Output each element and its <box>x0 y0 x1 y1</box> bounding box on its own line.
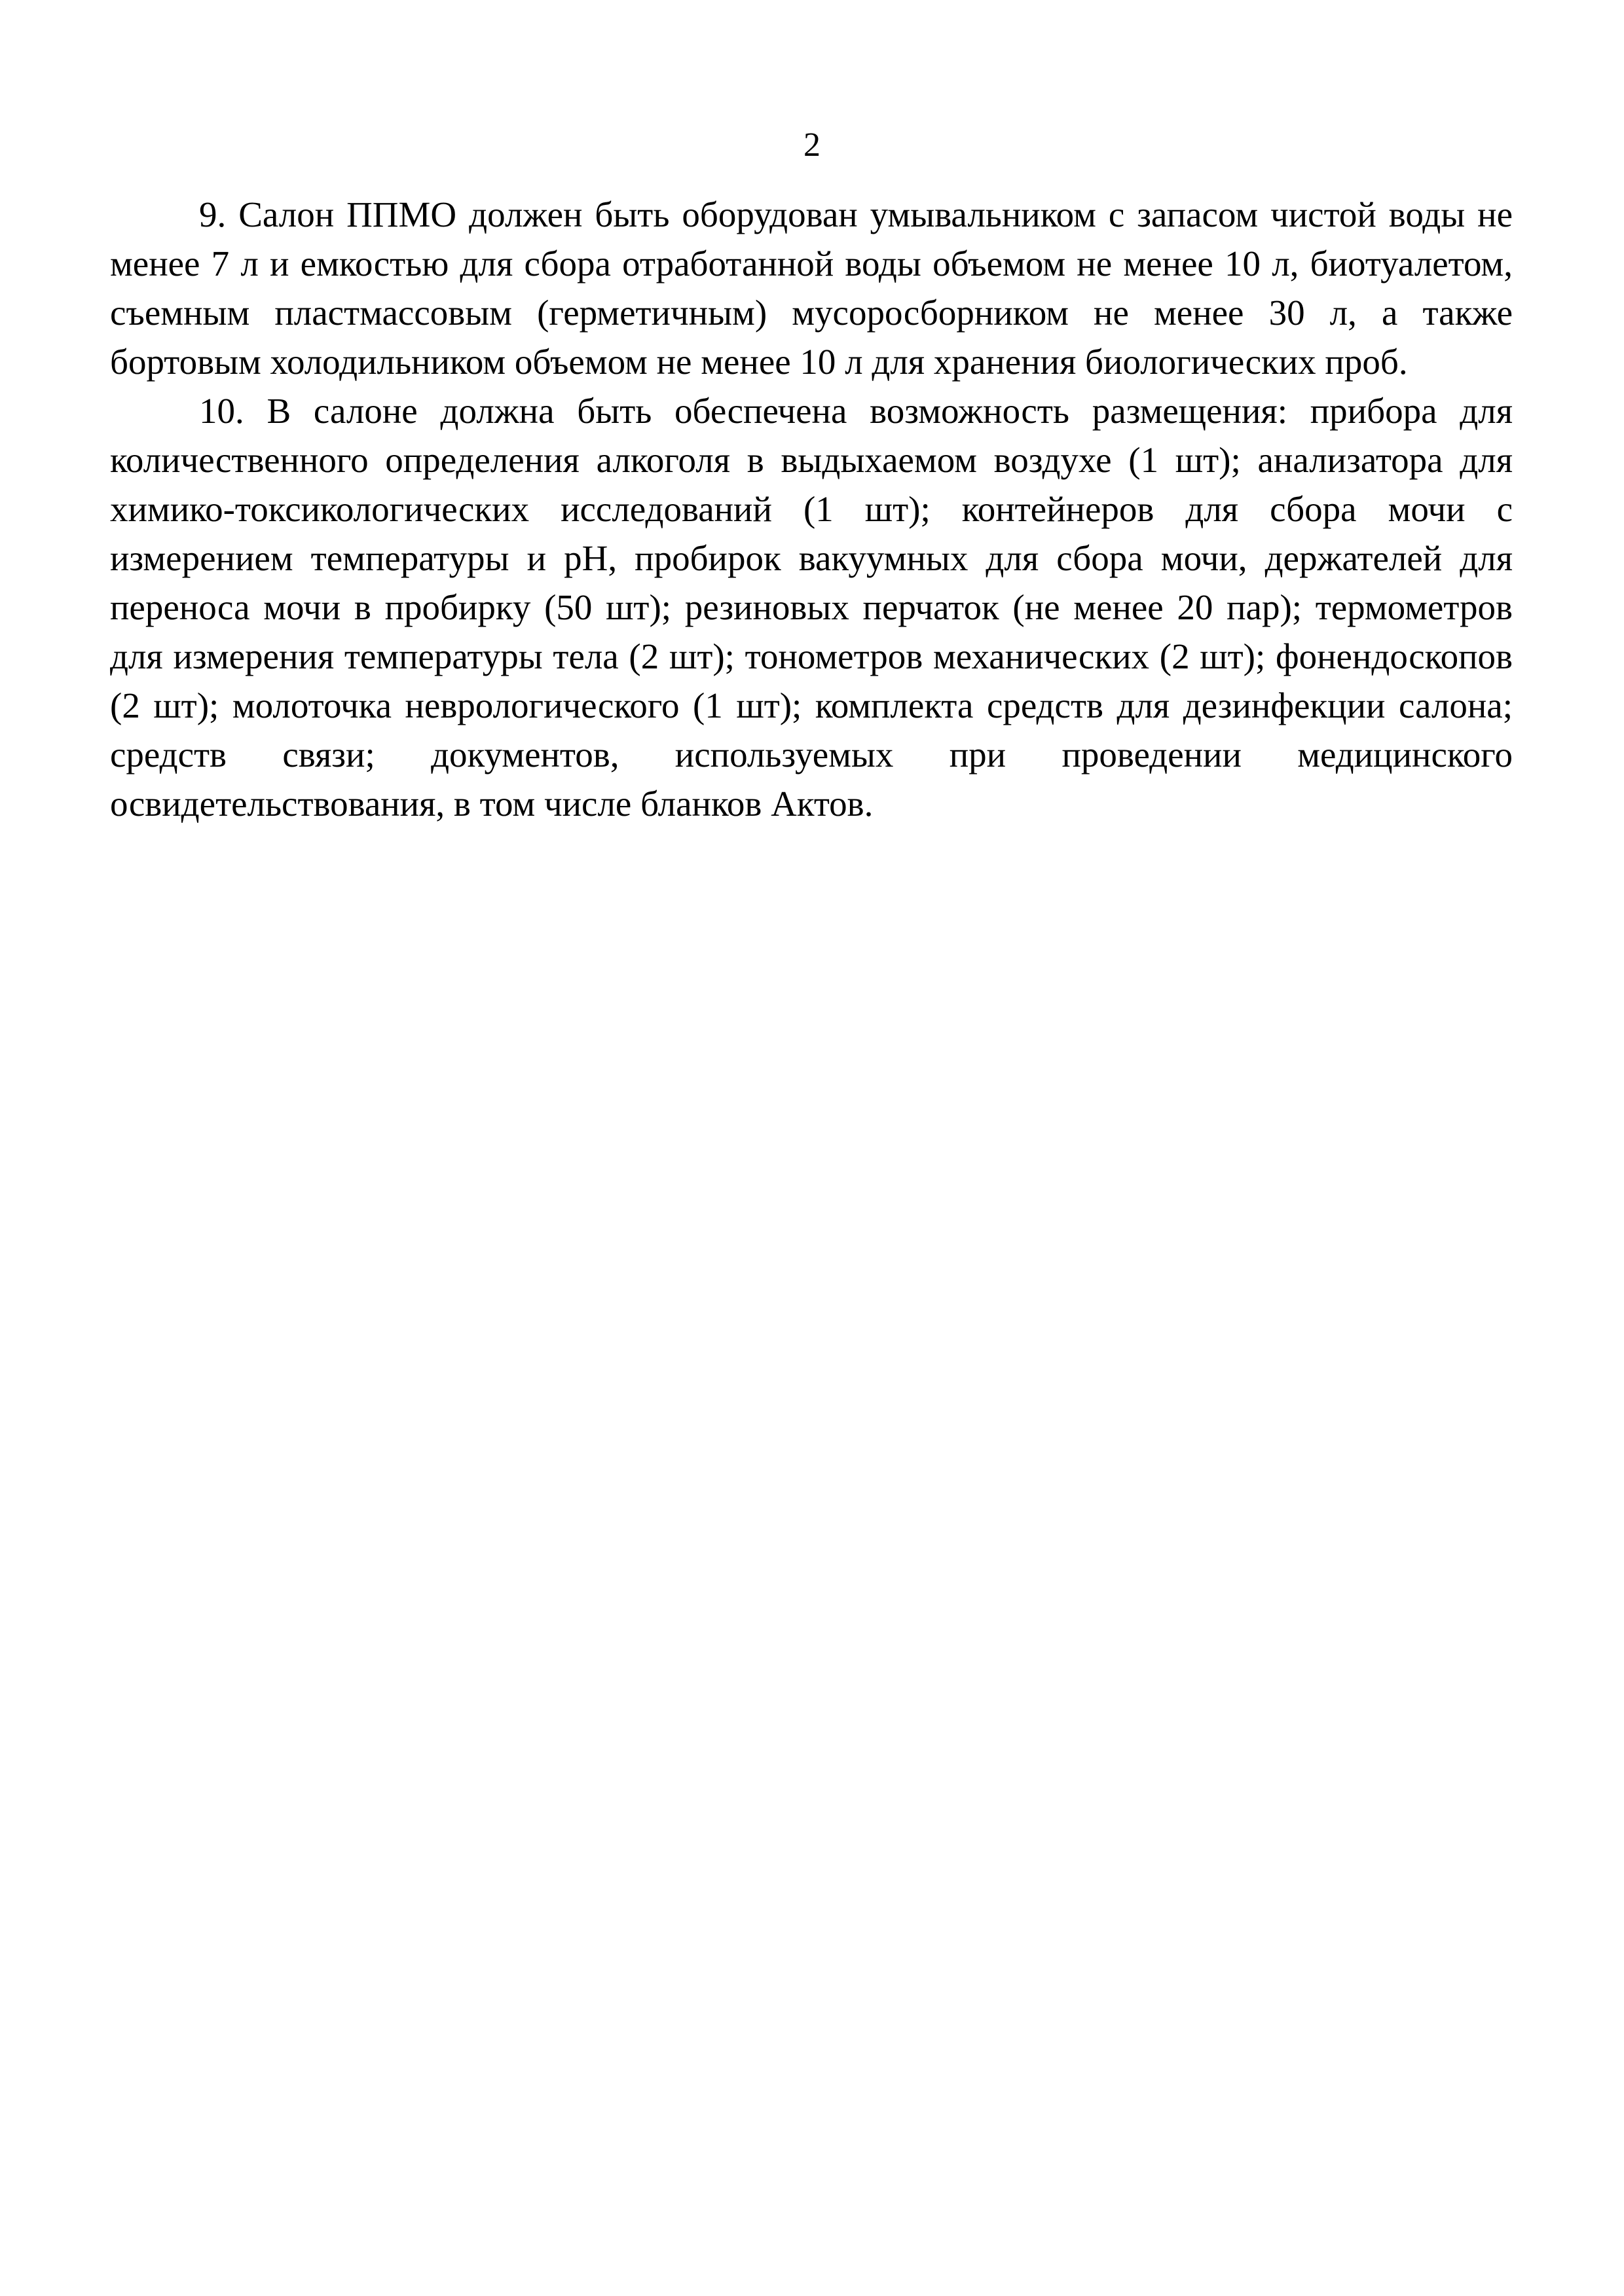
page-number: 2 <box>803 126 821 164</box>
paragraph-10: 10. В салоне должна быть обеспечена возможность размещения: прибора для количественного определения алкоголя в выдыхаемом воздухе (1 шт); анализатора для химико-токсикологических исследований (1 шт); контейнеров для сбора мочи с измерением температуры и рН, пробирок вакуумных для сбора мочи, держателей для переноса мочи в пробирку (50 шт); резиновых перчаток (не менее 20 пар); термометров для измерения температуры тела (2 шт); тонометров механических (2 шт); фонендоскопов (2 шт); молоточка неврологического (1 шт); комплекта средств для дезинфекции салона; средств связи; документов, используемых при проведении медицинского освидетельствования, в том числе бланков Актов. <box>110 391 1513 824</box>
paragraph-9: 9. Салон ППМО должен быть оборудован умывальником с запасом чистой воды не менее 7 л и емкостью для сбора отработанной воды объемом не менее 10 л, биотуалетом, съемным пластмассовым (герметичным) мусоросборником не менее 30 л, а также бортовым холодильником объемом не менее 10 л для хранения биологических проб. <box>110 194 1513 382</box>
document-body <box>110 190 1513 828</box>
